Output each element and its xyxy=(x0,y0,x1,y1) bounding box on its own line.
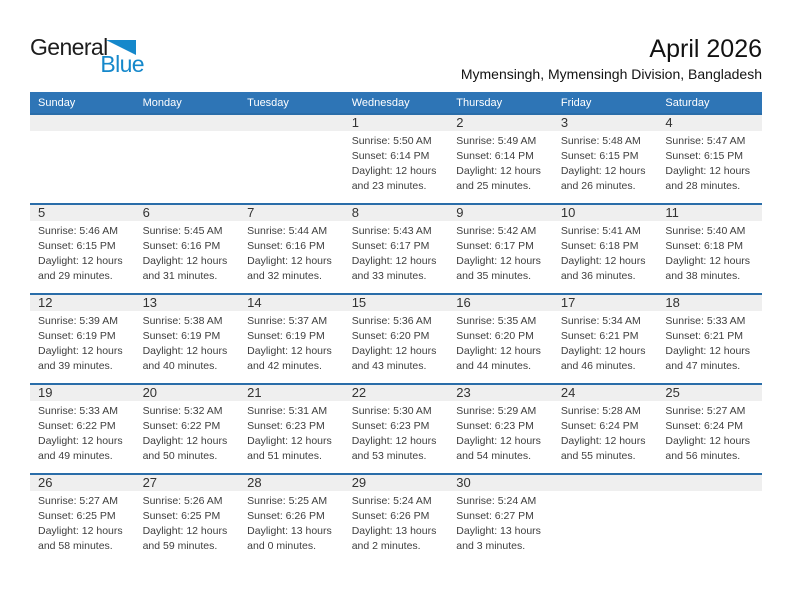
sunrise-text: Sunrise: 5:48 AM xyxy=(560,135,641,147)
day-details xyxy=(657,311,762,374)
daylight-text-line2: and 32 minutes. xyxy=(247,270,322,282)
calendar-day-cell xyxy=(30,205,135,293)
sunrise-text: Sunrise: 5:34 AM xyxy=(560,315,641,327)
sunset-text: Sunset: 6:15 PM xyxy=(560,150,639,162)
calendar-day-cell xyxy=(657,295,762,383)
day-details xyxy=(135,221,240,284)
daylight-text-line1: Daylight: 12 hours xyxy=(351,345,437,357)
daylight-text-line2: and 35 minutes. xyxy=(456,270,531,282)
daylight-text-line2: and 29 minutes. xyxy=(38,270,113,282)
day-number: 3 xyxy=(553,115,658,131)
sunrise-text: Sunrise: 5:41 AM xyxy=(560,225,641,237)
daylight-text-line2: and 42 minutes. xyxy=(247,360,322,372)
day-number: 16 xyxy=(448,295,553,311)
calendar-day-cell xyxy=(135,385,240,473)
day-number: 24 xyxy=(553,385,658,401)
calendar-day-cell xyxy=(448,205,553,293)
day-details xyxy=(657,131,762,194)
calendar-day-cell xyxy=(553,295,658,383)
day-number xyxy=(135,115,240,131)
sunrise-text: Sunrise: 5:32 AM xyxy=(142,405,223,417)
calendar-day-cell xyxy=(344,205,449,293)
sunset-text: Sunset: 6:24 PM xyxy=(665,420,744,432)
sunrise-text: Sunrise: 5:49 AM xyxy=(456,135,537,147)
day-number xyxy=(553,475,658,491)
calendar-day-cell xyxy=(30,385,135,473)
sunset-text: Sunset: 6:23 PM xyxy=(247,420,325,432)
calendar-day-cell xyxy=(344,385,449,473)
sunset-text: Sunset: 6:15 PM xyxy=(665,150,744,162)
calendar-day-cell xyxy=(448,115,553,203)
daylight-text-line1: Daylight: 12 hours xyxy=(665,435,751,447)
day-number: 22 xyxy=(344,385,449,401)
sunrise-text: Sunrise: 5:47 AM xyxy=(665,135,746,147)
sunset-text: Sunset: 6:19 PM xyxy=(247,330,325,342)
calendar-day-cell xyxy=(135,205,240,293)
daylight-text-line2: and 33 minutes. xyxy=(351,270,427,282)
sunset-text: Sunset: 6:18 PM xyxy=(665,240,744,252)
sunset-text: Sunset: 6:20 PM xyxy=(351,330,430,342)
calendar-day-cell xyxy=(657,205,762,293)
calendar-day-cell xyxy=(30,475,135,563)
daylight-text-line2: and 44 minutes. xyxy=(456,360,531,372)
daylight-text-line2: and 38 minutes. xyxy=(665,270,741,282)
logo-text-general: General xyxy=(30,34,108,60)
calendar-empty-cell xyxy=(239,115,344,203)
daylight-text-line2: and 40 minutes. xyxy=(142,360,218,372)
calendar-day-cell xyxy=(657,115,762,203)
daylight-text-line1: Daylight: 12 hours xyxy=(351,435,437,447)
calendar-day-cell xyxy=(344,475,449,563)
day-number: 7 xyxy=(239,205,344,221)
sunrise-text: Sunrise: 5:44 AM xyxy=(247,225,328,237)
sunrise-text: Sunrise: 5:27 AM xyxy=(38,495,118,507)
daylight-text-line1: Daylight: 12 hours xyxy=(456,165,541,177)
daylight-text-line2: and 43 minutes. xyxy=(351,360,427,372)
daylight-text-line1: Daylight: 12 hours xyxy=(38,435,123,447)
calendar-day-cell xyxy=(135,295,240,383)
sunset-text: Sunset: 6:22 PM xyxy=(38,420,116,432)
day-number xyxy=(30,115,135,131)
day-details xyxy=(344,221,449,284)
calendar-empty-cell xyxy=(553,475,658,563)
daylight-text-line1: Daylight: 12 hours xyxy=(456,435,541,447)
sunset-text: Sunset: 6:23 PM xyxy=(351,420,430,432)
day-number: 1 xyxy=(344,115,449,131)
day-details xyxy=(30,401,135,464)
day-details xyxy=(448,401,553,464)
daylight-text-line2: and 53 minutes. xyxy=(351,450,427,462)
calendar-empty-cell xyxy=(657,475,762,563)
day-number: 2 xyxy=(448,115,553,131)
daylight-text-line1: Daylight: 13 hours xyxy=(456,525,541,537)
calendar-day-cell xyxy=(344,295,449,383)
weekday-sunday: Sunday xyxy=(38,96,76,109)
sunrise-text: Sunrise: 5:37 AM xyxy=(247,315,328,327)
day-number: 12 xyxy=(30,295,135,311)
weekday-tuesday: Tuesday xyxy=(247,96,289,109)
day-details xyxy=(448,221,553,284)
sunset-text: Sunset: 6:16 PM xyxy=(142,240,221,252)
daylight-text-line2: and 58 minutes. xyxy=(38,540,113,552)
day-details xyxy=(344,131,449,194)
daylight-text-line1: Daylight: 13 hours xyxy=(247,525,332,537)
day-number: 6 xyxy=(135,205,240,221)
day-details xyxy=(344,491,449,554)
daylight-text-line1: Daylight: 12 hours xyxy=(142,525,228,537)
day-details xyxy=(239,491,344,554)
day-details xyxy=(135,491,240,554)
day-number: 15 xyxy=(344,295,449,311)
sunrise-text: Sunrise: 5:42 AM xyxy=(456,225,537,237)
day-number: 26 xyxy=(30,475,135,491)
calendar-day-cell xyxy=(553,205,658,293)
daylight-text-line2: and 46 minutes. xyxy=(560,360,636,372)
calendar-day-cell xyxy=(448,295,553,383)
sunrise-text: Sunrise: 5:45 AM xyxy=(142,225,223,237)
daylight-text-line1: Daylight: 12 hours xyxy=(247,435,332,447)
day-details xyxy=(30,221,135,284)
daylight-text-line1: Daylight: 12 hours xyxy=(142,255,228,267)
daylight-text-line2: and 49 minutes. xyxy=(38,450,113,462)
page-subtitle: Mymensingh, Mymensingh Division, Bangladesh xyxy=(460,66,762,82)
sunset-text: Sunset: 6:14 PM xyxy=(456,150,534,162)
daylight-text-line1: Daylight: 12 hours xyxy=(351,165,437,177)
daylight-text-line1: Daylight: 12 hours xyxy=(247,255,332,267)
day-number xyxy=(239,115,344,131)
daylight-text-line2: and 54 minutes. xyxy=(456,450,531,462)
day-details xyxy=(553,131,658,194)
sunset-text: Sunset: 6:21 PM xyxy=(665,330,744,342)
calendar-week-row xyxy=(30,203,762,293)
calendar-day-cell xyxy=(135,475,240,563)
daylight-text-line2: and 26 minutes. xyxy=(560,180,636,192)
general-blue-logo xyxy=(30,34,146,77)
sunset-text: Sunset: 6:18 PM xyxy=(560,240,639,252)
daylight-text-line1: Daylight: 12 hours xyxy=(456,345,541,357)
sunrise-text: Sunrise: 5:33 AM xyxy=(665,315,746,327)
daylight-text-line1: Daylight: 12 hours xyxy=(38,525,123,537)
daylight-text-line1: Daylight: 12 hours xyxy=(38,255,123,267)
day-details xyxy=(30,491,135,554)
sunrise-text: Sunrise: 5:38 AM xyxy=(142,315,223,327)
calendar-day-cell xyxy=(239,385,344,473)
calendar xyxy=(30,92,762,563)
day-details xyxy=(448,491,553,554)
day-details xyxy=(553,401,658,464)
day-number: 29 xyxy=(344,475,449,491)
day-number: 9 xyxy=(448,205,553,221)
weekday-thursday: Thursday xyxy=(456,96,503,109)
calendar-empty-cell xyxy=(30,115,135,203)
day-number: 30 xyxy=(448,475,553,491)
daylight-text-line1: Daylight: 12 hours xyxy=(38,345,123,357)
daylight-text-line1: Daylight: 12 hours xyxy=(560,165,646,177)
sunrise-text: Sunrise: 5:28 AM xyxy=(560,405,641,417)
sunset-text: Sunset: 6:25 PM xyxy=(142,510,221,522)
daylight-text-line2: and 0 minutes. xyxy=(247,540,317,552)
sunrise-text: Sunrise: 5:27 AM xyxy=(665,405,746,417)
daylight-text-line2: and 2 minutes. xyxy=(351,540,421,552)
sunset-text: Sunset: 6:23 PM xyxy=(456,420,534,432)
day-number: 20 xyxy=(135,385,240,401)
daylight-text-line1: Daylight: 12 hours xyxy=(665,255,751,267)
day-details xyxy=(448,311,553,374)
day-details xyxy=(135,401,240,464)
sunrise-text: Sunrise: 5:24 AM xyxy=(456,495,537,507)
calendar-week-row xyxy=(30,113,762,203)
calendar-week-row xyxy=(30,473,762,563)
sunset-text: Sunset: 6:17 PM xyxy=(456,240,534,252)
sunset-text: Sunset: 6:26 PM xyxy=(247,510,325,522)
sunset-text: Sunset: 6:15 PM xyxy=(38,240,116,252)
daylight-text-line2: and 56 minutes. xyxy=(665,450,741,462)
day-number: 28 xyxy=(239,475,344,491)
daylight-text-line2: and 36 minutes. xyxy=(560,270,636,282)
day-number: 23 xyxy=(448,385,553,401)
calendar-week-row xyxy=(30,383,762,473)
sunrise-text: Sunrise: 5:33 AM xyxy=(38,405,118,417)
daylight-text-line2: and 23 minutes. xyxy=(351,180,427,192)
sunrise-text: Sunrise: 5:36 AM xyxy=(351,315,432,327)
sunset-text: Sunset: 6:25 PM xyxy=(38,510,116,522)
daylight-text-line1: Daylight: 13 hours xyxy=(351,525,437,537)
day-details xyxy=(135,311,240,374)
sunrise-text: Sunrise: 5:43 AM xyxy=(351,225,432,237)
daylight-text-line2: and 51 minutes. xyxy=(247,450,322,462)
sunset-text: Sunset: 6:19 PM xyxy=(142,330,221,342)
calendar-day-cell xyxy=(30,295,135,383)
sunrise-text: Sunrise: 5:25 AM xyxy=(247,495,328,507)
day-number: 17 xyxy=(553,295,658,311)
sunset-text: Sunset: 6:24 PM xyxy=(560,420,639,432)
sunset-text: Sunset: 6:22 PM xyxy=(142,420,221,432)
calendar-weekday-header xyxy=(30,92,762,113)
daylight-text-line1: Daylight: 12 hours xyxy=(142,435,228,447)
calendar-week-row xyxy=(30,293,762,383)
day-details xyxy=(239,221,344,284)
day-details xyxy=(553,311,658,374)
day-number: 19 xyxy=(30,385,135,401)
weekday-monday: Monday xyxy=(142,96,182,109)
sunset-text: Sunset: 6:21 PM xyxy=(560,330,639,342)
day-details xyxy=(239,311,344,374)
calendar-day-cell xyxy=(239,475,344,563)
sunrise-text: Sunrise: 5:50 AM xyxy=(351,135,432,147)
calendar-day-cell xyxy=(239,295,344,383)
page-header xyxy=(0,0,792,83)
calendar-day-cell xyxy=(344,115,449,203)
day-details xyxy=(30,311,135,374)
daylight-text-line2: and 59 minutes. xyxy=(142,540,218,552)
calendar-day-cell xyxy=(448,385,553,473)
daylight-text-line2: and 28 minutes. xyxy=(665,180,741,192)
day-number: 25 xyxy=(657,385,762,401)
daylight-text-line2: and 31 minutes. xyxy=(142,270,218,282)
sunrise-text: Sunrise: 5:35 AM xyxy=(456,315,537,327)
day-number: 11 xyxy=(657,205,762,221)
day-number xyxy=(657,475,762,491)
daylight-text-line2: and 55 minutes. xyxy=(560,450,636,462)
sunrise-text: Sunrise: 5:31 AM xyxy=(247,405,328,417)
sunset-text: Sunset: 6:20 PM xyxy=(456,330,534,342)
daylight-text-line1: Daylight: 12 hours xyxy=(665,345,751,357)
calendar-day-cell xyxy=(239,205,344,293)
weekday-saturday: Saturday xyxy=(665,96,710,109)
sunrise-text: Sunrise: 5:46 AM xyxy=(38,225,118,237)
weekday-friday: Friday xyxy=(560,96,592,109)
calendar-grid xyxy=(30,113,762,563)
day-number: 10 xyxy=(553,205,658,221)
calendar-empty-cell xyxy=(135,115,240,203)
daylight-text-line2: and 39 minutes. xyxy=(38,360,113,372)
sunset-text: Sunset: 6:16 PM xyxy=(247,240,325,252)
sunset-text: Sunset: 6:27 PM xyxy=(456,510,534,522)
daylight-text-line1: Daylight: 12 hours xyxy=(456,255,541,267)
calendar-day-cell xyxy=(553,115,658,203)
daylight-text-line1: Daylight: 12 hours xyxy=(560,255,646,267)
day-number: 4 xyxy=(657,115,762,131)
day-details xyxy=(239,401,344,464)
sunset-text: Sunset: 6:19 PM xyxy=(38,330,116,342)
sunrise-text: Sunrise: 5:39 AM xyxy=(38,315,118,327)
day-number: 18 xyxy=(657,295,762,311)
logo-text-blue: Blue xyxy=(100,51,144,77)
day-number: 21 xyxy=(239,385,344,401)
calendar-day-cell xyxy=(657,385,762,473)
day-details xyxy=(657,401,762,464)
calendar-day-cell xyxy=(448,475,553,563)
sunrise-text: Sunrise: 5:30 AM xyxy=(351,405,432,417)
sunrise-text: Sunrise: 5:24 AM xyxy=(351,495,432,507)
sunrise-text: Sunrise: 5:40 AM xyxy=(665,225,746,237)
daylight-text-line2: and 25 minutes. xyxy=(456,180,531,192)
day-details xyxy=(344,311,449,374)
day-number: 5 xyxy=(30,205,135,221)
daylight-text-line2: and 3 minutes. xyxy=(456,540,526,552)
title-block xyxy=(461,36,762,83)
sunrise-text: Sunrise: 5:26 AM xyxy=(142,495,223,507)
daylight-text-line2: and 50 minutes. xyxy=(142,450,218,462)
daylight-text-line1: Daylight: 12 hours xyxy=(560,345,646,357)
day-number: 27 xyxy=(135,475,240,491)
sunrise-text: Sunrise: 5:29 AM xyxy=(456,405,537,417)
daylight-text-line2: and 47 minutes. xyxy=(665,360,741,372)
page-title: April 2026 xyxy=(649,35,762,63)
day-number: 8 xyxy=(344,205,449,221)
daylight-text-line1: Daylight: 12 hours xyxy=(560,435,646,447)
daylight-text-line1: Daylight: 12 hours xyxy=(142,345,228,357)
day-details xyxy=(448,131,553,194)
weekday-wednesday: Wednesday xyxy=(351,96,410,109)
sunset-text: Sunset: 6:26 PM xyxy=(351,510,430,522)
sunset-text: Sunset: 6:17 PM xyxy=(351,240,430,252)
sunset-text: Sunset: 6:14 PM xyxy=(351,150,430,162)
daylight-text-line1: Daylight: 12 hours xyxy=(665,165,751,177)
day-number: 14 xyxy=(239,295,344,311)
day-details xyxy=(344,401,449,464)
daylight-text-line1: Daylight: 12 hours xyxy=(351,255,437,267)
calendar-day-cell xyxy=(553,385,658,473)
day-details xyxy=(553,221,658,284)
day-number: 13 xyxy=(135,295,240,311)
day-details xyxy=(657,221,762,284)
daylight-text-line1: Daylight: 12 hours xyxy=(247,345,332,357)
